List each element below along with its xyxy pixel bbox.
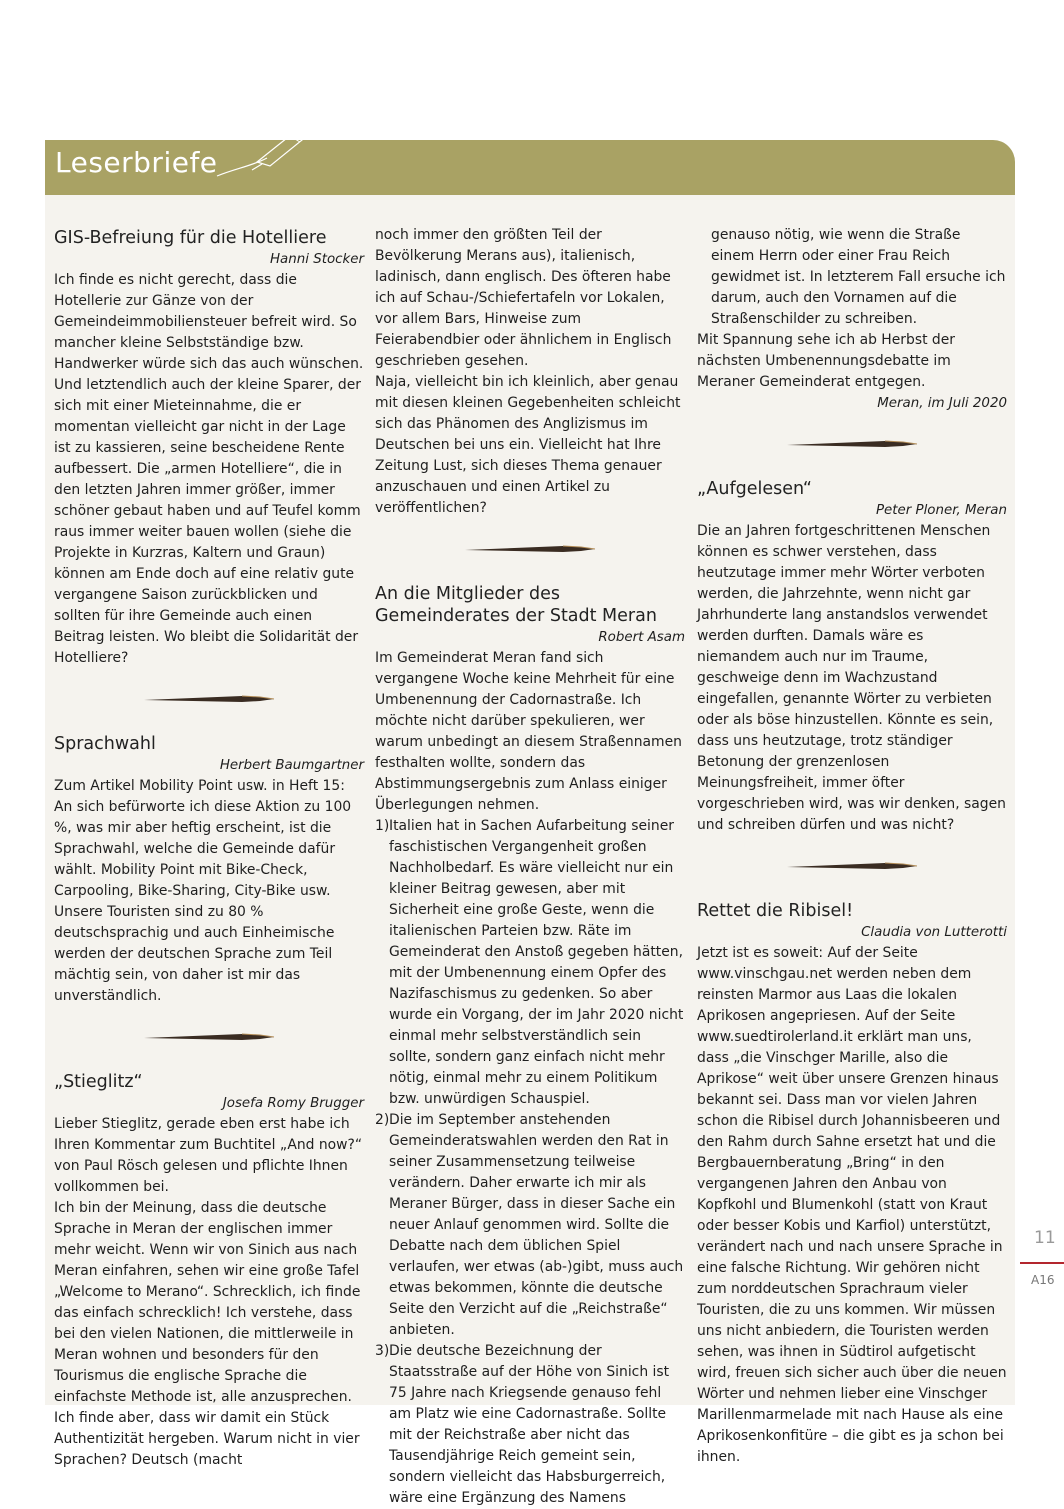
letter-text: Die an Jahren fortgeschrittenen Menschen können es schwer verstehen, dass heutzutage immer mehr Wörter verboten werden, die Jahrzehnte, wenn nicht gar Jahrhunderte lang anstandslos verwendet werden durften. Damals wäre es niemandem auch nur im Traume, geschweige denn im Wachzustand eingefallen, genannte Wörter zu verbieten oder als böse hinzustellen. Könnte es sein, dass uns heutzutage, trotz ständiger Betonung der grenzenlosen Meinungsfreiheit, immer öfter vorgeschrieben wird, was wir denken, sagen und schreiben dürfen und was nicht? xyxy=(697,523,1006,833)
letter-author: Josefa Romy Brugger xyxy=(222,1096,364,1111)
page-code: A16 xyxy=(1031,1273,1055,1287)
letter-text: Mit Spannung sehe ich ab Herbst der nächsten Umbenennungsdebatte im Meraner Gemeinderat entgegen. xyxy=(697,332,956,390)
place-date: Meran, im Juli 2020 xyxy=(877,396,1007,411)
pen-divider-icon xyxy=(142,1029,276,1045)
column-2 xyxy=(375,225,685,1509)
letter-title: An die Mitglieder des Gemeinderates der Stadt Meran xyxy=(375,584,657,626)
letter-text: Im Gemeinderat Meran fand sich vergangene Woche keine Mehrheit für eine Umbenennung der Cadornastraße. Ich möchte nicht darüber spekulieren, wer warum unbedingt an diesem Straßennamen festhalten wollte, sondern das Abstimmungsergebnis zum Anlass einiger Überlegungen nehmen. xyxy=(375,650,682,813)
list-number: 1) xyxy=(375,818,390,834)
letter-title: Sprachwahl xyxy=(54,734,156,754)
letter-text: noch immer den größten Teil der Bevölkerung Merans aus), italienisch, ladinisch, dann englisch. Des öfteren habe ich auf Schau-/Schiefertafeln vor Lokalen, vor allem Bars, Hinweise zum Feierabendbier oder ähnlichem in Englisch geschrieben gesehen. xyxy=(375,227,672,369)
list-item xyxy=(375,1110,685,1341)
list-text: Die im September anstehenden Gemeinderatswahlen werden den Rat in seiner Zusammensetzung teilweise verändern. Daher erwarte ich mir als Meraner Bürger, dass in dieser Sache ein neuer Anlauf genommen wird. Sollte die Debatte nach dem üblichen Spiel verlaufen, wer etwas (ab-)gibt, muss auch etwas bekommen, könnte die deutsche Seite den Verzicht auf die „Reichstraße“ anbieten. xyxy=(389,1112,684,1338)
letter-text: Jetzt ist es soweit: Auf der Seite www.vinschgau.net werden neben dem reinsten Marmor aus Laas die lokalen Aprikosen angepriesen. Auf der Seite www.suedtirolerland.it erklärt man uns, dass „die Vinschger Marille, also die Aprikose“ weit über unsere Grenzen hinaus bekannt sei. Dass man vor vielen Jahren schon die Ribisel durch Johannisbeeren und den Rahm durch Sahne ersetzt hat und die Bergbauernberatung „Bring“ in den vergangenen Jahren den Anbau von Kopfkohl und Blumenkohl (statt von Kraut oder besser Kobis und Karfiol) unterstützt, verändert nach und nach unsere Sprache in eine falsche Richtung. Wir gehören nicht zum norddeutschen Sprachraum vieler Touristen, die zu uns kommen. Wir müssen uns nicht anbiedern, die Touristen werden sehen, was ihnen in Südtirol aufgetischt wird, freuen sich sicher auch über die neuen Wörter und nehmen lieber eine Vinschger Marillenmarmelade mit nach Hause als eine Aprikosenkonfitüre – die gibt es ja schon bei ihnen. xyxy=(697,945,1007,1465)
list-text: Die deutsche Bezeichnung der Staatsstraße auf der Höhe von Sinich ist 75 Jahre nach Kriegsende genauso fehl am Platz wie eine Cadornastraße. Sollte mit der Reichstraße aber nicht das Tausendjährige Reich gemeint sein, sondern vielleicht das Habsburgerreich, wäre eine Ergänzung des Namens xyxy=(389,1343,670,1506)
quill-icon xyxy=(212,118,312,180)
page-marker-line xyxy=(1020,1262,1064,1264)
letter-text: Ich bin der Meinung, dass die deutsche Sprache in Meran der englischen immer mehr weicht. Wenn wir von Sinich aus nach Meran einfahren, sehen wir eine große Tafel „Welcome to Merano“. Schrecklich, ich finde das einfach schrecklich! Ich verstehe, dass bei den vielen Nationen, die mittlerweile in Meran wohnen und besonders für den Tourismus die englische Sprache die einfachste Methode ist, alle anzusprechen. Ich finde aber, dass wir damit ein Stück Authentizität hergeben. Warum nicht in vier Sprachen? Deutsch (macht xyxy=(54,1200,361,1468)
letter-title: „Stieglitz“ xyxy=(54,1072,143,1092)
list-number: 3) xyxy=(375,1343,390,1359)
pen-divider-icon xyxy=(785,436,919,452)
letter-title: „Aufgelesen“ xyxy=(697,479,812,499)
pen-divider-icon xyxy=(785,858,919,874)
pen-divider-icon xyxy=(463,541,597,557)
section-title: Leserbriefe xyxy=(55,146,218,179)
letter-author: Herbert Baumgartner xyxy=(219,758,364,773)
letter-title: Rettet die Ribisel! xyxy=(697,901,854,921)
letter-text: Lieber Stieglitz, gerade eben erst habe ich Ihren Kommentar zum Buchtitel „And now?“ von Paul Rösch gelesen und pflichte Ihnen vollkommen bei. xyxy=(54,1116,363,1195)
letter-author: Peter Ploner, Meran xyxy=(875,503,1007,518)
letter-text: Zum Artikel Mobility Point usw. in Heft 15: An sich befürworte ich diese Aktion zu 100 %, was mir aber heftig erscheint, ist die Sprachwahl, welche die Gemeinde dafür wählt. Mobility Point mit Bike-Check, Carpooling, Bike-Sharing, City-Bike usw. Unsere Touristen sind zu 80 % deutschsprachig und auch Einheimische werden der deutschen Sprache zum Teil mächtig sein, von daher ist mir das unverständlich. xyxy=(54,778,352,1004)
letter-title: GIS-Befreiung für die Hotelliere xyxy=(54,228,327,248)
list-item xyxy=(375,816,685,1110)
letter-author: Claudia von Lutterotti xyxy=(861,925,1007,940)
column-1 xyxy=(54,225,364,1471)
letter-text: genauso nötig, wie wenn die Straße einem Herrn oder einer Frau Reich gewidmet ist. In letzterem Fall ersuche ich darum, auch den Vornamen auf die Straßenschilder zu schreiben. xyxy=(711,227,1006,327)
column-3 xyxy=(697,225,1007,1468)
pen-divider-icon xyxy=(142,691,276,707)
letter-author: Robert Asam xyxy=(598,630,685,645)
list-text: Italien hat in Sachen Aufarbeitung seiner faschistischen Vergangenheit großen Nachholbedarf. Es wäre vielleicht nur ein kleiner Beitrag gewesen, aber mit Sicherheit eine große Geste, wenn die italienischen Parteien bzw. Räte im Gemeinderat den Anstoß gegeben hätten, mit der Umbenennung einem Opfer des Nazifaschismus zu gedenken. So aber wurde ein Vorgang, der im Jahr 2020 nicht einmal mehr selbstverständlich sein sollte, sondern ganz einfach nicht mehr nötig, einmal mehr zu einem Politikum bzw. unwürdigen Schauspiel. xyxy=(389,818,684,1107)
letter-text: Ich finde es nicht gerecht, dass die Hotellerie zur Gänze von der Gemeindeimmobiliensteuer befreit wird. So mancher kleine Selbstständige bzw. Handwerker würde sich das auch wünschen. Und letztendlich auch der kleine Sparer, der sich mit einer Mieteinnahme, die er momentan vielleicht gar nicht in der Lage ist zu kassieren, seine bescheidene Rente aufbessert. Die „armen Hotelliere“, die in den letzten Jahren immer größer, immer schöner gebaut haben und auf Teufel komm raus immer weiter bauen wollen (siehe die Projekte in Kurzras, Kaltern und Graun) können am Ende doch auf eine relativ gute vergangene Saison zurückblicken und sollten für ihre Gemeinde auch einen Beitrag leisten. Wo bleibt die Solidarität der Hotelliere? xyxy=(54,272,364,666)
letter-text: Naja, vielleicht bin ich kleinlich, aber genau mit diesen kleinen Gegebenheiten schleicht sich das Phänomen des Anglizismus im Deutschen bei uns ein. Vielleicht hat Ihre Zeitung Lust, sich dieses Thema genauer anzuschauen und einen Artikel zu veröffentlichen? xyxy=(375,374,681,516)
page-number: 11 xyxy=(1034,1228,1056,1248)
list-item xyxy=(375,1341,685,1509)
letter-author: Hanni Stocker xyxy=(269,252,364,267)
list-number: 2) xyxy=(375,1112,390,1128)
